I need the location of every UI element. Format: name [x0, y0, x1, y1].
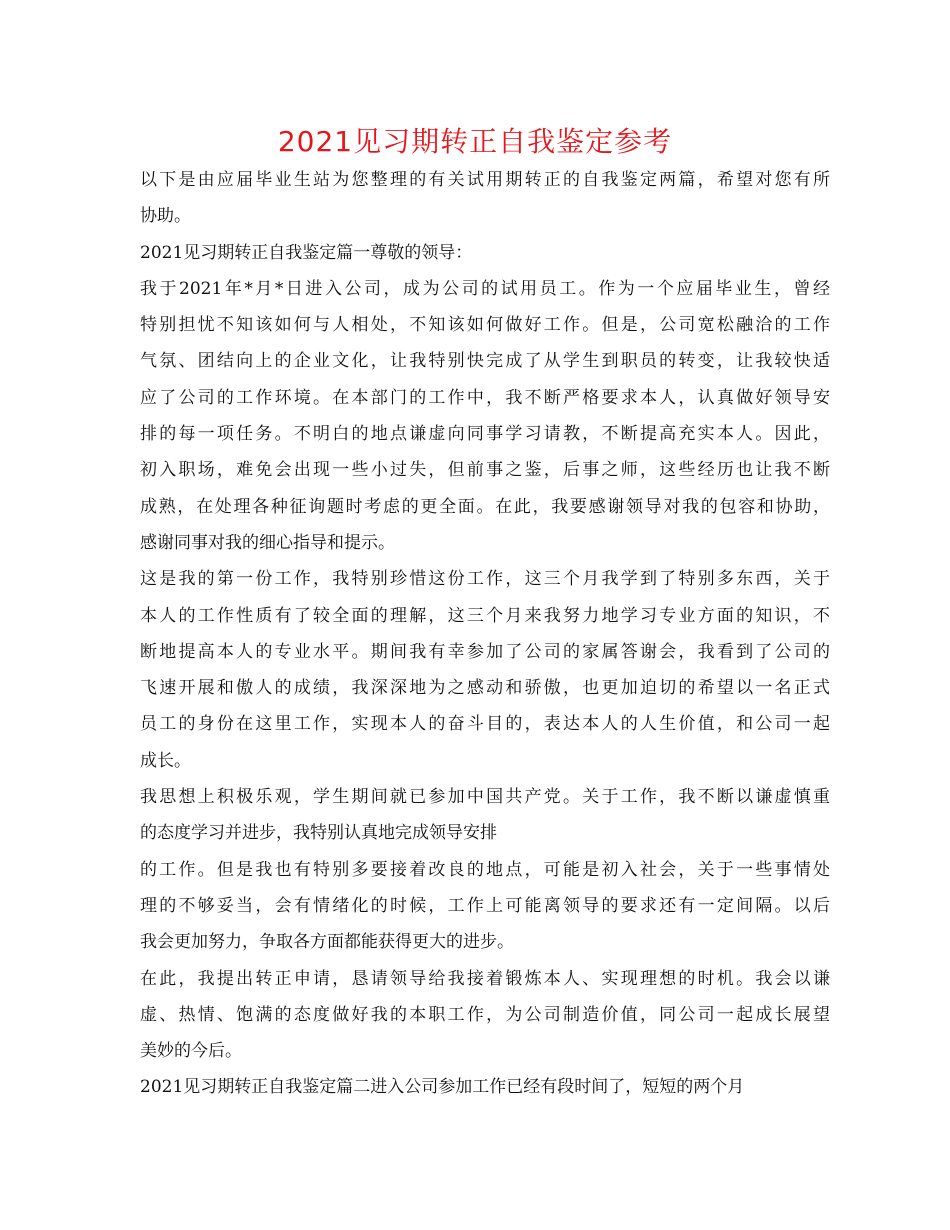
text-line: 断地提高本人的专业水平。期间我有幸参加了公司的家属答谢会，我看到了公司的	[140, 641, 830, 662]
document-body	[140, 162, 830, 1106]
text-line: 员工的身份在这里工作，实现本人的奋斗目的，表达本人的人生价值，和公司一起	[140, 714, 830, 735]
text-line: 协助。	[140, 206, 191, 227]
text-line: 的工作。但是我也有特别多要接着改良的地点，可能是初入社会，关于一些事情处	[140, 859, 830, 880]
text-line: 成长。	[140, 750, 191, 771]
text-line: 气氛、团结向上的企业文化，让我特别快完成了从学生到职员的转变，让我较快适	[140, 351, 830, 372]
text-line: 初入职场，难免会出现一些小过失，但前事之鉴，后事之师，这些经历也让我不断	[140, 460, 830, 481]
text-line: 2021见习期转正自我鉴定篇二进入公司参加工作已经有段时间了，短短的两个月	[140, 1077, 745, 1098]
text-line: 这是我的第一份工作，我特别珍惜这份工作，这三个月我学到了特别多东西，关于	[140, 569, 830, 590]
text-line: 感谢同事对我的细心指导和提示。	[140, 532, 395, 553]
text-line: 排的每一项任务。不明白的地点谦虚向同事学习请教，不断提高充实本人。因此，	[140, 424, 830, 445]
text-line: 我会更加努力，争取各方面都能获得更大的进步。	[140, 932, 514, 953]
text-line: 理的不够妥当，会有情绪化的时候，工作上可能离领导的要求还有一定间隔。以后	[140, 895, 830, 916]
text-line: 应了公司的工作环境。在本部门的工作中，我不断严格要求本人，认真做好领导安	[140, 387, 830, 408]
text-line: 虚、热情、饱满的态度做好我的本职工作，为公司制造价值，同公司一起成长展望	[140, 1004, 830, 1025]
text-line: 美妙的今后。	[140, 1041, 242, 1062]
text-line: 在此，我提出转正申请，恳请领导给我接着锻炼本人、实现理想的时机。我会以谦	[140, 968, 830, 989]
text-line: 2021见习期转正自我鉴定篇一尊敬的领导：	[140, 242, 473, 263]
text-line: 特别担忧不知该如何与人相处，不知该如何做好工作。但是，公司宽松融洽的工作	[140, 315, 830, 336]
text-line: 本人的工作性质有了较全面的理解，这三个月来我努力地学习专业方面的知识，不	[140, 605, 830, 626]
text-line: 的态度学习并进步，我特别认真地完成领导安排	[140, 823, 497, 844]
text-line: 我于2021年*月*日进入公司，成为公司的试用员工。作为一个应届毕业生，曾经	[140, 278, 830, 299]
text-line: 我思想上积极乐观，学生期间就已参加中国共产党。关于工作，我不断以谦虚慎重	[140, 787, 830, 808]
text-line: 以下是由应届毕业生站为您整理的有关试用期转正的自我鉴定两篇，希望对您有所	[140, 170, 830, 190]
text-line: 成熟，在处理各种征询题时考虑的更全面。在此，我要感谢领导对我的包容和协助，	[140, 496, 830, 517]
document-title: 2021见习期转正自我鉴定参考	[277, 125, 673, 158]
text-line: 飞速开展和傲人的成绩，我深深地为之感动和骄傲，也更加迫切的希望以一名正式	[140, 678, 830, 699]
